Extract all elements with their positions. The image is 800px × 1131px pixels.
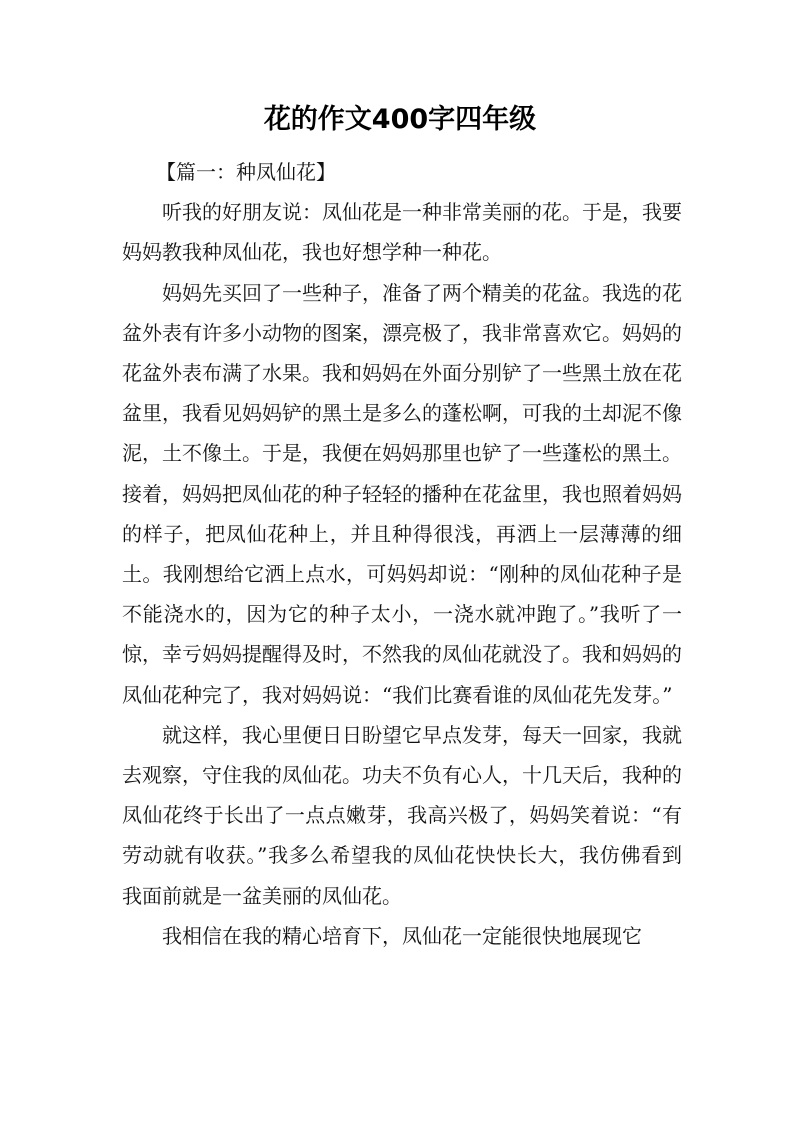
section-heading: 【篇一：种凤仙花】 <box>156 160 336 184</box>
paragraph-2: 妈妈先买回了一些种子，准备了两个精美的花盆。我选的花盆外表有许多小动物的图案，漂亮极了，我非常喜欢它。妈妈的花盆外表布满了水果。我和妈妈在外面分别铲了一些黑土放在花盆里，我看见妈妈铲的黑土是多么的蓬松啊，可我的土却泥不像泥，土不像土。于是，我便在妈妈那里也铲了一些蓬松的黑土。接着，妈妈把凤仙花的种子轻轻的播种在花盆里，我也照着妈妈的样子，把凤仙花种上，并且种得很浅，再洒上一层薄薄的细土。我刚想给它洒上点水，可妈妈却说：“刚种的凤仙花种子是不能浇水的，因为它的种子太小，一浇水就冲跑了。”我听了一惊，幸亏妈妈提醒得及时，不然我的凤仙花就没了。我和妈妈的凤仙花种完了，我对妈妈说：“我们比赛看谁的凤仙花先发芽。” <box>122 280 682 707</box>
paragraph-1: 听我的好朋友说：凤仙花是一种非常美丽的花。于是，我要妈妈教我种凤仙花，我也好想学种一种花。 <box>122 200 682 265</box>
paragraph-4: 我相信在我的精心培育下，凤仙花一定能很快地展现它 <box>162 923 642 948</box>
paragraph-3: 就这样，我心里便日日盼望它早点发芽，每天一回家，我就去观察，守住我的凤仙花。功夫不负有心人，十几天后，我种的凤仙花终于长出了一点点嫩芽，我高兴极了，妈妈笑着说：“有劳动就有收获。”我多么希望我的凤仙花快快长大，我仿佛看到我面前就是一盆美丽的凤仙花。 <box>122 722 682 908</box>
document-title: 花的作文400字四年级 <box>263 104 537 135</box>
document-body <box>122 152 682 956</box>
